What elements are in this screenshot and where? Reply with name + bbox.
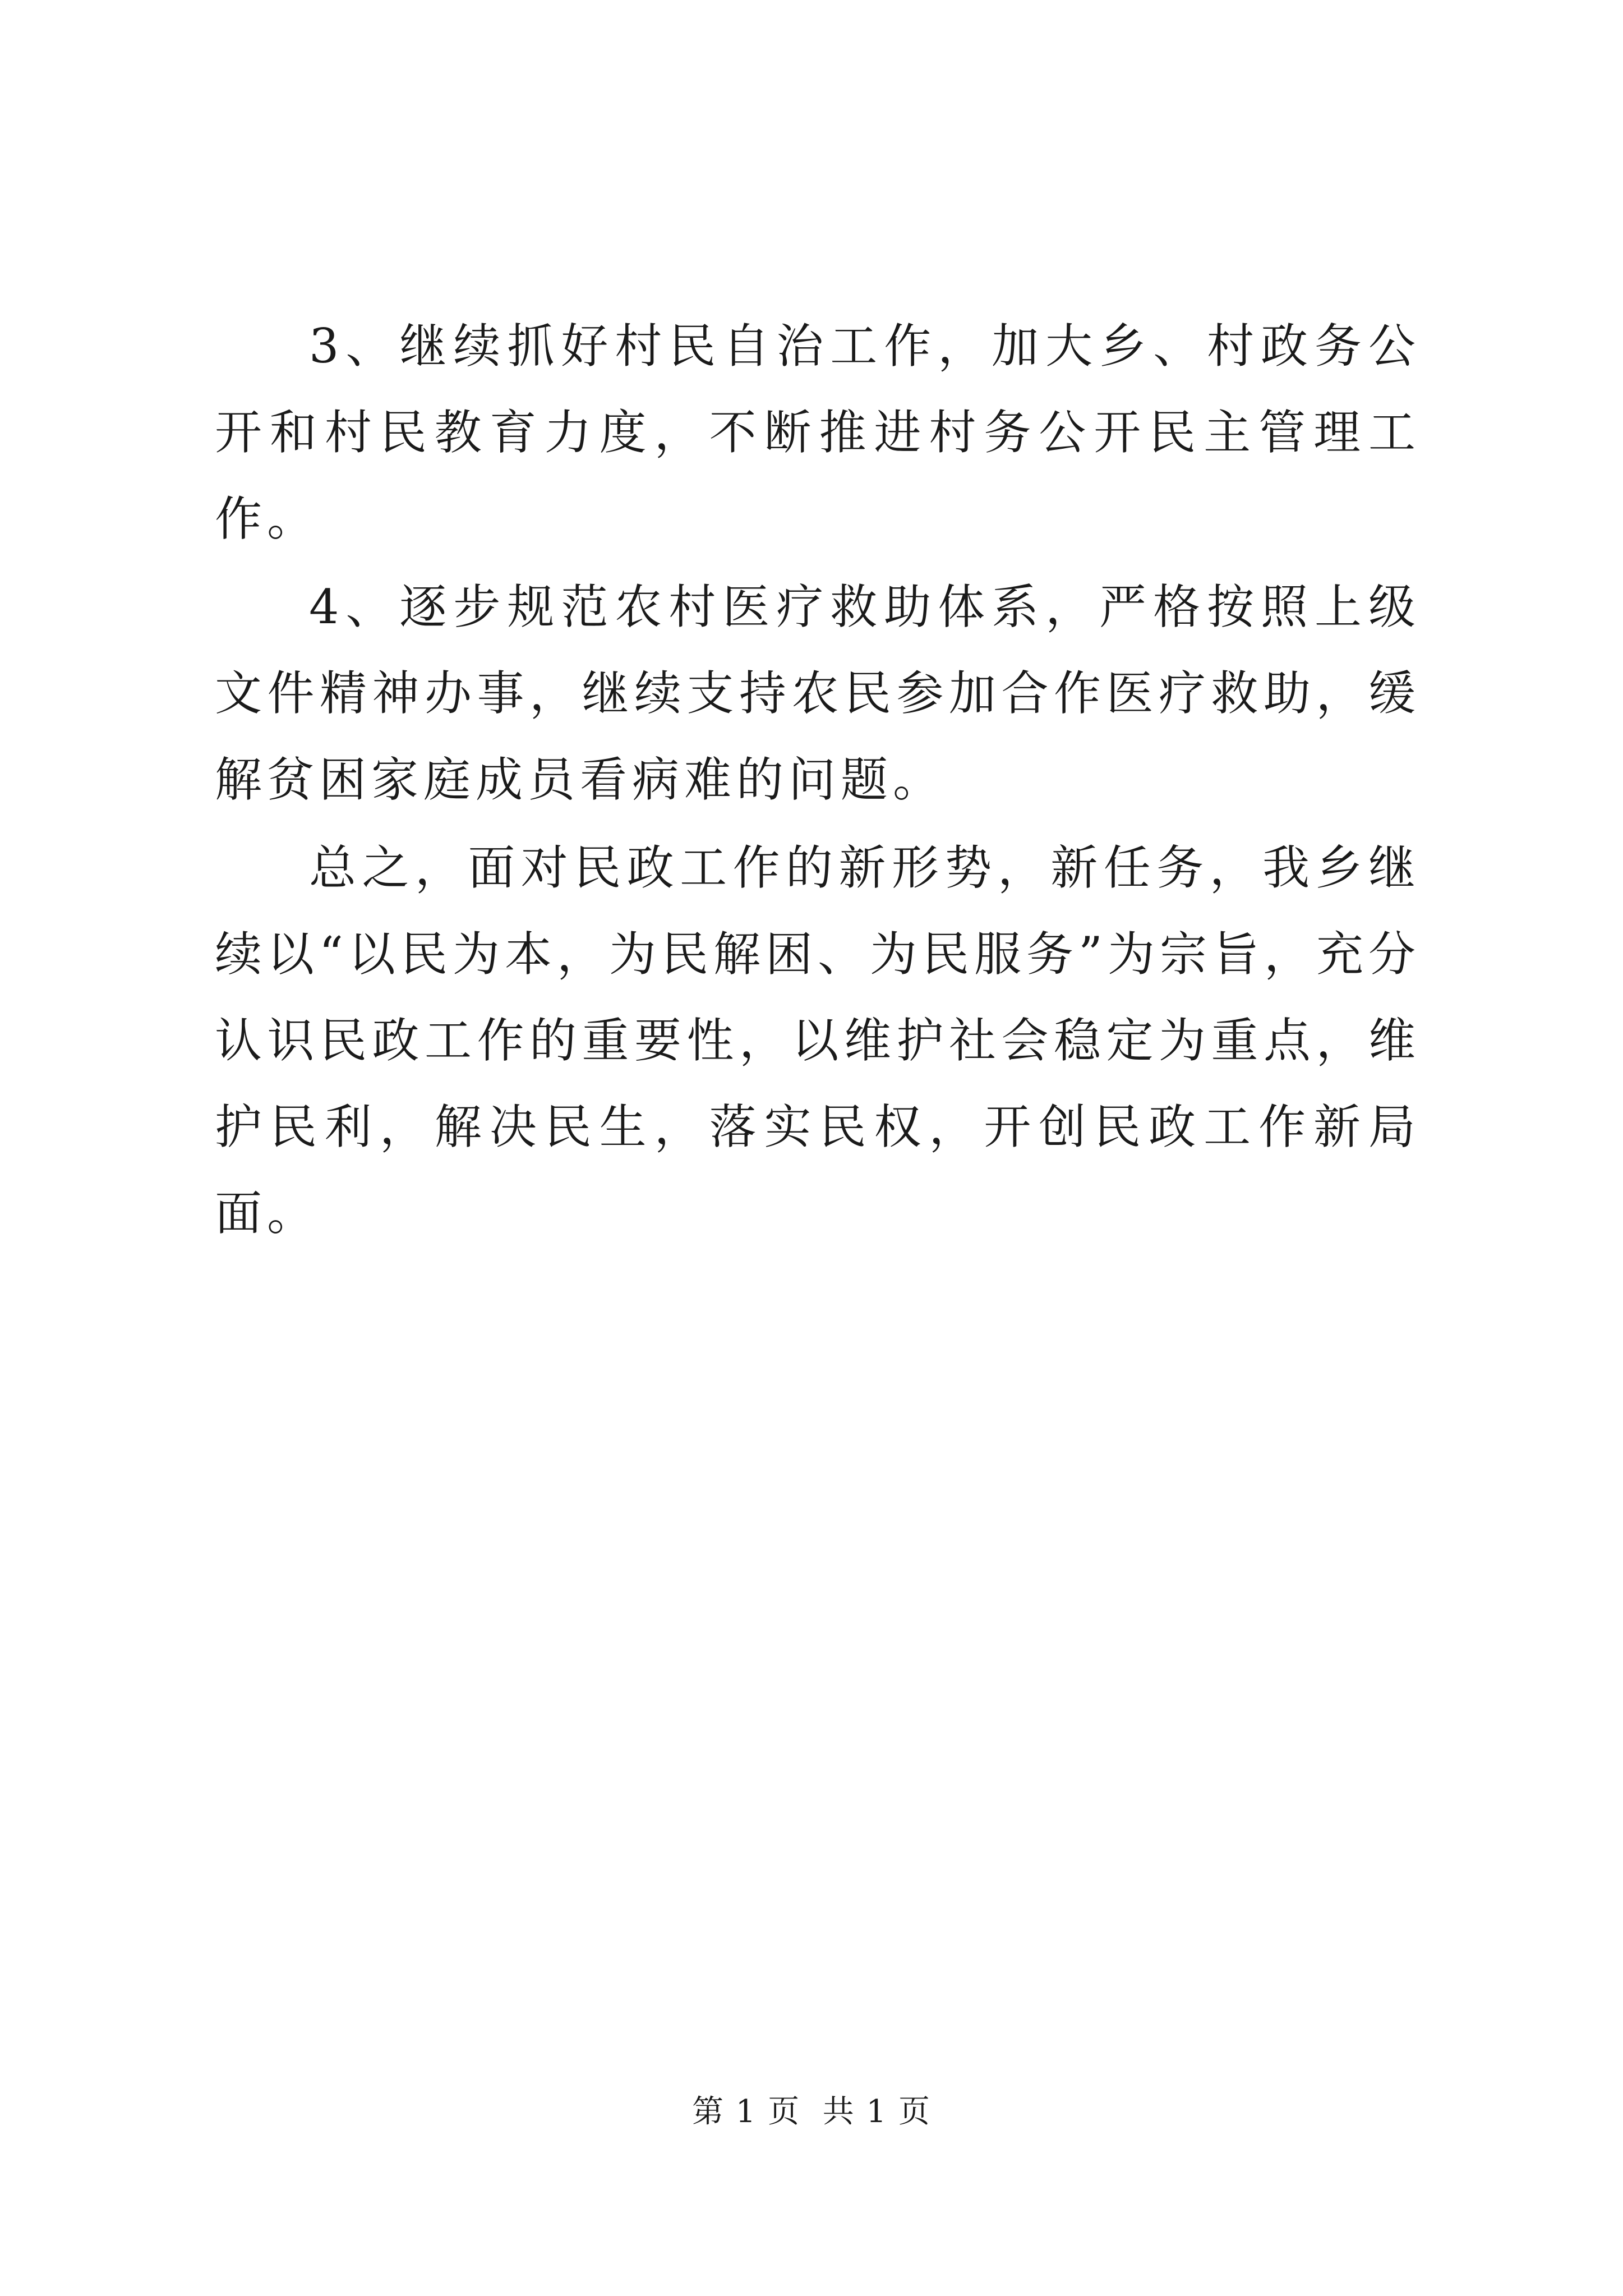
page-footer: 第 1 页 共 1 页 bbox=[691, 2093, 932, 2130]
paragraph-item-4: 4、逐步规范农村医疗救助体系，严格按照上级文件精神办事，继续支持农民参加合作医疗救助，缓解贫困家庭成员看病难的问题。 bbox=[215, 579, 1421, 807]
document-body bbox=[215, 303, 1421, 1257]
paragraph-item-3: 3、继续抓好村民自治工作，加大乡、村政务公开和村民教育力度，不断推进村务公开民主管理工作。 bbox=[215, 319, 1421, 546]
paragraph-conclusion: 总之，面对民政工作的新形势，新任务，我乡继续以“以民为本，为民解困、为民服务”为宗旨，充分认识民政工作的重要性，以维护社会稳定为重点，维护民利，解决民生，落实民权，开创民政工作新局面。 bbox=[215, 840, 1421, 1241]
